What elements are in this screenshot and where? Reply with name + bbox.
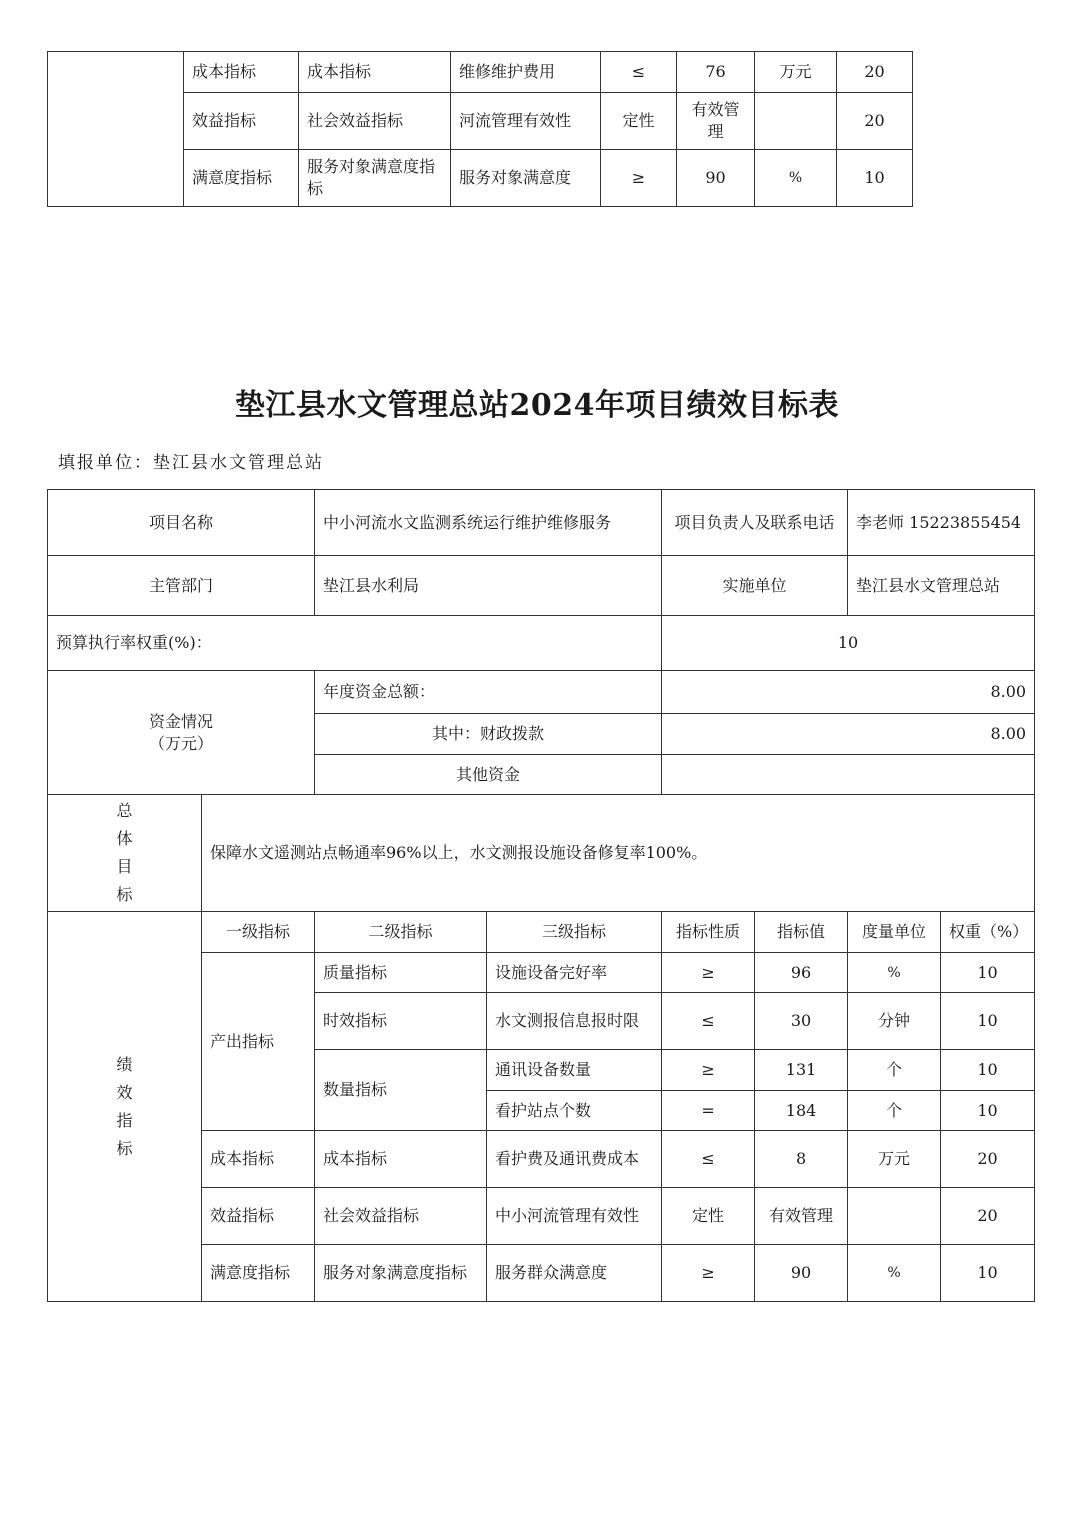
- nature-cell: ≤: [662, 993, 755, 1050]
- fund-label-unit: （万元）: [149, 733, 214, 753]
- reporting-unit: 填报单位：垫江县水文管理总站: [58, 453, 324, 473]
- level2-cell: 时效指标: [315, 993, 487, 1050]
- level2-cell: 社会效益指标: [299, 93, 451, 150]
- header-weight: 权重（%）: [941, 912, 1035, 953]
- fiscal: 8.00: [662, 714, 1035, 755]
- table-row: [48, 556, 1035, 616]
- table-row: [48, 671, 1035, 714]
- table-row: [48, 616, 1035, 671]
- dept-label: 主管部门: [48, 556, 315, 616]
- unit-cell: %: [755, 150, 837, 207]
- header-unit: 度量单位: [848, 912, 941, 953]
- fiscal-label: 其中：财政拨款: [315, 714, 662, 755]
- level3-cell: 中小河流管理有效性: [487, 1188, 662, 1245]
- nature-cell: 定性: [601, 93, 677, 150]
- nature-cell: ≥: [662, 1245, 755, 1302]
- weight-cell: 10: [837, 150, 913, 207]
- level1-cell: 成本指标: [202, 1131, 315, 1188]
- value-cell: 76: [677, 52, 755, 93]
- level3-cell: 水文测报信息报时限: [487, 993, 662, 1050]
- budget-rate-label: 预算执行率权重(%)：: [48, 616, 662, 671]
- nature-cell: ≥: [662, 953, 755, 993]
- level1-cell: 效益指标: [184, 93, 299, 150]
- header-nature: 指标性质: [662, 912, 755, 953]
- other: [662, 755, 1035, 795]
- empty-cell: [48, 52, 184, 207]
- level3-cell: 维修维护费用: [451, 52, 601, 93]
- goal-text: 保障水文遥测站点畅通率96%以上，水文测报设施设备修复率100%。: [202, 795, 1035, 912]
- unit-cell: %: [848, 1245, 941, 1302]
- unit-cell: 个: [848, 1050, 941, 1091]
- level2-cell: 服务对象满意度指标: [299, 150, 451, 207]
- performance-target-table: [47, 489, 1035, 1302]
- fund-label: [48, 671, 315, 795]
- level2-cell: 成本指标: [315, 1131, 487, 1188]
- level3-cell: 服务群众满意度: [487, 1245, 662, 1302]
- level2-cell: 成本指标: [299, 52, 451, 93]
- other-label: 其他资金: [315, 755, 662, 795]
- output-level1: 产出指标: [202, 953, 315, 1131]
- previous-table-fragment: [47, 51, 913, 207]
- value-cell: 30: [755, 993, 848, 1050]
- level1-cell: 成本指标: [184, 52, 299, 93]
- impl-label: 实施单位: [662, 556, 848, 616]
- goal-label: 总 体 目 标: [48, 795, 202, 912]
- nature-cell: ≤: [662, 1131, 755, 1188]
- unit-cell: 个: [848, 1091, 941, 1131]
- level3-cell: 服务对象满意度: [451, 150, 601, 207]
- contact: 李老师 15223855454: [848, 490, 1035, 556]
- unit-cell: %: [848, 953, 941, 993]
- nature-cell: ≤: [601, 52, 677, 93]
- value-cell: 96: [755, 953, 848, 993]
- perf-label: 绩 效 指 标: [48, 912, 202, 1302]
- value-cell: 90: [755, 1245, 848, 1302]
- table-row: [48, 912, 1035, 953]
- nature-cell: ≥: [601, 150, 677, 207]
- budget-rate: 10: [662, 616, 1035, 671]
- level3-cell: 通讯设备数量: [487, 1050, 662, 1091]
- weight-cell: 20: [941, 1188, 1035, 1245]
- page-title: 垫江县水文管理总站2024年项目绩效目标表: [235, 388, 839, 423]
- nature-cell: 定性: [662, 1188, 755, 1245]
- unit-cell: 分钟: [848, 993, 941, 1050]
- level2-cell: 服务对象满意度指标: [315, 1245, 487, 1302]
- header-value: 指标值: [755, 912, 848, 953]
- value-cell: 184: [755, 1091, 848, 1131]
- nature-cell: ≥: [662, 1050, 755, 1091]
- weight-cell: 10: [941, 1050, 1035, 1091]
- fund-label-line: 资金情况: [149, 711, 214, 731]
- weight-cell: 10: [941, 993, 1035, 1050]
- level1-cell: 满意度指标: [202, 1245, 315, 1302]
- weight-cell: 20: [941, 1131, 1035, 1188]
- level1-cell: 效益指标: [202, 1188, 315, 1245]
- project-name: 中小河流水文监测系统运行维护维修服务: [315, 490, 662, 556]
- header-level1: 一级指标: [202, 912, 315, 953]
- annual-total: 8.00: [662, 671, 1035, 714]
- level2-cell: 质量指标: [315, 953, 487, 993]
- project-name-label: 项目名称: [48, 490, 315, 556]
- table-row: [48, 795, 1035, 912]
- level3-cell: 看护费及通讯费成本: [487, 1131, 662, 1188]
- impl: 垫江县水文管理总站: [848, 556, 1035, 616]
- unit-cell: [755, 93, 837, 150]
- weight-cell: 20: [837, 93, 913, 150]
- unit-cell: 万元: [755, 52, 837, 93]
- value-cell: 8: [755, 1131, 848, 1188]
- contact-label: 项目负责人及联系电话: [662, 490, 848, 556]
- table-row: [48, 52, 913, 93]
- weight-cell: 10: [941, 953, 1035, 993]
- unit-cell: 万元: [848, 1131, 941, 1188]
- value-cell: 有效管理: [755, 1188, 848, 1245]
- level3-cell: 看护站点个数: [487, 1091, 662, 1131]
- dept: 垫江县水利局: [315, 556, 662, 616]
- weight-cell: 20: [837, 52, 913, 93]
- level3-cell: 设施设备完好率: [487, 953, 662, 993]
- header-level2: 二级指标: [315, 912, 487, 953]
- value-cell: 有效管理: [677, 93, 755, 150]
- level1-cell: 满意度指标: [184, 150, 299, 207]
- table-row: [48, 490, 1035, 556]
- unit-cell: [848, 1188, 941, 1245]
- value-cell: 131: [755, 1050, 848, 1091]
- level2-cell: 社会效益指标: [315, 1188, 487, 1245]
- weight-cell: 10: [941, 1245, 1035, 1302]
- header-level3: 三级指标: [487, 912, 662, 953]
- value-cell: 90: [677, 150, 755, 207]
- annual-total-label: 年度资金总额：: [315, 671, 662, 714]
- nature-cell: =: [662, 1091, 755, 1131]
- level3-cell: 河流管理有效性: [451, 93, 601, 150]
- weight-cell: 10: [941, 1091, 1035, 1131]
- level2-cell: 数量指标: [315, 1050, 487, 1131]
